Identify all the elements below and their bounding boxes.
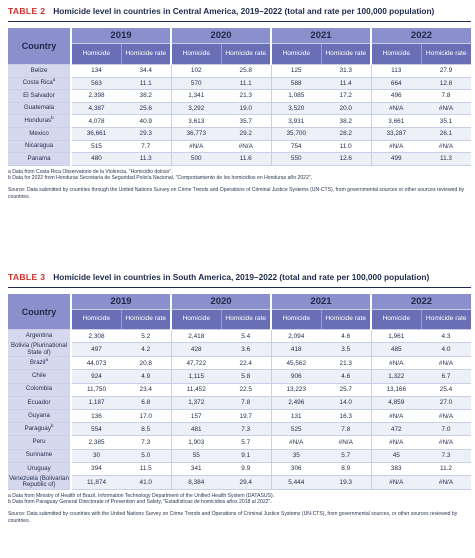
country-cell (8, 383, 71, 396)
homicide-rate-cell: 11.1 (121, 77, 171, 90)
homicide-count-cell: 2,094 (271, 330, 321, 343)
homicide-count-cell: 428 (171, 343, 221, 357)
country-name: Ecuador (27, 398, 51, 406)
year-header-2020: 2020 (171, 294, 271, 310)
homicide-count-cell: #N/A (371, 102, 421, 115)
country-name: Guyana (28, 411, 50, 419)
country-column-header: Country (8, 28, 71, 65)
footnote: b Data from Paraguay General Directorate of Prevention and Safety, "Estadísticas de homicidios años 2018 al 2022". (8, 499, 272, 506)
homicide-count-cell: 8,384 (171, 475, 221, 489)
country-name: Uruguay (27, 464, 51, 472)
country-cell (8, 409, 71, 422)
table-row (8, 475, 471, 489)
homicide-count-cell: 1,961 (371, 330, 421, 343)
homicide-rate-cell: 7.8 (421, 90, 471, 103)
homicide-rate-cell: 4.2 (121, 343, 171, 357)
homicide-rate-cell: #N/A (421, 475, 471, 489)
homicide-count-cell: 136 (71, 409, 121, 422)
homicide-count-cell: 13,166 (371, 383, 421, 396)
homicide-rate-cell: 4.9 (121, 370, 171, 383)
table-row (8, 153, 471, 166)
homicide-rate-cell: 5.4 (221, 330, 271, 343)
homicide-count-cell: 11,452 (171, 383, 221, 396)
table2-block (8, 6, 471, 201)
homicide-count-cell: 306 (271, 462, 321, 475)
homicide-count-header: Homicide (71, 44, 121, 65)
homicide-rate-cell: 20.0 (321, 102, 371, 115)
homicide-count-cell: 4,387 (71, 102, 121, 115)
homicide-count-cell: 341 (171, 462, 221, 475)
homicide-rate-cell: 12.6 (321, 153, 371, 166)
footnote: a Data from Ministry of Health of Brazil, Information Technology Department of the Unified Health System (DATASUS). (8, 492, 275, 499)
homicide-rate-cell: 7.0 (421, 423, 471, 436)
homicide-rate-cell: 19.7 (221, 409, 271, 422)
table2-title: Homicide level in countries in Central America, 2019–2022 (total and rate per 100,000 population) (53, 6, 435, 16)
homicide-count-cell: 906 (271, 370, 321, 383)
homicide-count-cell: 754 (271, 140, 321, 153)
country-name: Honduras (24, 116, 52, 124)
country-cell (8, 343, 71, 357)
homicide-count-cell: 1,372 (171, 396, 221, 409)
homicide-count-cell: 36,661 (71, 127, 121, 140)
homicide-count-cell: 383 (371, 462, 421, 475)
table2-label: TABLE 2 (8, 6, 46, 16)
country-cell (8, 90, 71, 103)
table-row (8, 449, 471, 462)
year-header-2019: 2019 (71, 28, 171, 44)
homicide-count-cell: #N/A (171, 140, 221, 153)
homicide-rate-header: Homicide rate (221, 44, 271, 65)
table-row (8, 90, 471, 103)
homicide-rate-cell: 31.3 (321, 65, 371, 78)
country-name: Costa Rica (22, 79, 53, 87)
homicide-count-cell: 11,874 (71, 475, 121, 489)
homicide-count-cell: 500 (171, 153, 221, 166)
table3-rule (8, 287, 471, 288)
homicide-rate-cell: 35.7 (221, 115, 271, 128)
homicide-count-cell: 131 (271, 409, 321, 422)
homicide-rate-cell: 25.4 (421, 383, 471, 396)
homicide-rate-header: Homicide rate (121, 44, 171, 65)
footnote-marker: b (51, 114, 54, 120)
table-row (8, 343, 471, 357)
homicide-count-cell: 924 (71, 370, 121, 383)
homicide-rate-cell: 17.0 (121, 409, 171, 422)
table3-title: Homicide level in countries in South America, 2019–2022 (total and rate per 100,000 population) (53, 272, 430, 282)
table-row (8, 357, 471, 370)
homicide-rate-cell: 7.7 (121, 140, 171, 153)
homicide-count-cell: 563 (71, 77, 121, 90)
homicide-rate-cell: 11.0 (321, 140, 371, 153)
table3-label: TABLE 3 (8, 272, 46, 282)
homicide-count-cell: 3,292 (171, 102, 221, 115)
homicide-count-cell: 1,322 (371, 370, 421, 383)
country-cell (8, 102, 71, 115)
table-row (8, 65, 471, 78)
homicide-count-cell: 3,661 (371, 115, 421, 128)
homicide-count-header: Homicide (271, 310, 321, 330)
homicide-count-cell: 481 (171, 423, 221, 436)
homicide-rate-cell: 25.8 (221, 65, 271, 78)
homicide-rate-cell: 7.3 (121, 436, 171, 449)
table-row (8, 330, 471, 343)
homicide-rate-cell: 22.4 (221, 357, 271, 370)
footnote: a Data from Costa Rica Observatorio de la Violencia, "Homicidio doloso". (8, 168, 173, 175)
country-name: Chile (31, 372, 47, 380)
homicide-count-cell: 134 (71, 65, 121, 78)
year-header-2022: 2022 (371, 294, 471, 310)
homicide-rate-cell: 5.7 (221, 436, 271, 449)
homicide-count-cell: 2,418 (171, 330, 221, 343)
homicide-rate-cell: 5.0 (121, 449, 171, 462)
homicide-rate-cell: 29.3 (121, 127, 171, 140)
homicide-rate-cell: 3.6 (221, 343, 271, 357)
homicide-count-header: Homicide (171, 44, 221, 65)
homicide-rate-cell: 38.2 (121, 90, 171, 103)
homicide-count-cell: 4,859 (371, 396, 421, 409)
homicide-rate-cell: 4.6 (321, 330, 371, 343)
homicide-count-cell: #N/A (371, 409, 421, 422)
homicide-count-header: Homicide (371, 44, 421, 65)
homicide-count-cell: 35 (271, 449, 321, 462)
country-cell (8, 77, 71, 90)
homicide-count-cell: 485 (371, 343, 421, 357)
homicide-rate-cell: 11.5 (121, 462, 171, 475)
homicide-count-cell: 1,903 (171, 436, 221, 449)
homicide-count-cell: 2,385 (71, 436, 121, 449)
homicide-rate-cell: 4.0 (421, 343, 471, 357)
footnote-marker: a (52, 77, 56, 83)
homicide-rate-cell: 8.9 (321, 462, 371, 475)
footnote-marker: b (50, 422, 54, 428)
homicide-rate-cell: 16.3 (321, 409, 371, 422)
homicide-rate-cell: #N/A (421, 140, 471, 153)
table-row (8, 462, 471, 475)
homicide-count-cell: #N/A (371, 140, 421, 153)
homicide-rate-cell: 9.1 (221, 449, 271, 462)
homicide-rate-cell: 12.8 (421, 77, 471, 90)
country-name: Venezuela (Bolivarian Republic of) (9, 474, 69, 489)
year-header-2021: 2021 (271, 28, 371, 44)
homicide-count-cell: 1,187 (71, 396, 121, 409)
country-cell (8, 65, 71, 78)
country-name: Suriname (25, 451, 53, 459)
table-row (8, 409, 471, 422)
homicide-count-cell: 45 (371, 449, 421, 462)
homicide-count-cell: 1,085 (271, 90, 321, 103)
homicide-count-cell: 1,341 (171, 90, 221, 103)
table3 (8, 294, 471, 490)
homicide-count-cell: 55 (171, 449, 221, 462)
table-row (8, 102, 471, 115)
homicide-count-cell: 472 (371, 423, 421, 436)
homicide-rate-cell: 20.8 (121, 357, 171, 370)
homicide-count-cell: 3,613 (171, 115, 221, 128)
homicide-rate-cell: #N/A (321, 436, 371, 449)
table-row (8, 140, 471, 153)
homicide-count-cell: 418 (271, 343, 321, 357)
homicide-rate-cell: 5.7 (321, 449, 371, 462)
homicide-count-cell: #N/A (271, 436, 321, 449)
year-header-2021: 2021 (271, 294, 371, 310)
country-name: Colombia (25, 385, 53, 393)
country-name: Argentina (25, 331, 53, 339)
homicide-count-cell: 102 (171, 65, 221, 78)
homicide-count-cell: 554 (71, 423, 121, 436)
homicide-count-cell: 570 (171, 77, 221, 90)
homicide-count-cell: #N/A (371, 436, 421, 449)
homicide-rate-cell: #N/A (421, 436, 471, 449)
homicide-rate-cell: 4.3 (421, 330, 471, 343)
homicide-count-cell: 30 (71, 449, 121, 462)
country-name: Brazil (30, 359, 46, 367)
country-name: Paraguay (24, 425, 51, 432)
year-header-2022: 2022 (371, 28, 471, 44)
footnote: b Data for 2022 from Honduras Secretaría de Seguridad Policía Nacional, "Comportamiento de los homicidios en Honduras año 2022". (8, 175, 313, 182)
homicide-rate-cell: 27.9 (421, 65, 471, 78)
homicide-count-cell: 664 (371, 77, 421, 90)
homicide-rate-cell: 7.3 (421, 449, 471, 462)
homicide-count-cell: 11,750 (71, 383, 121, 396)
homicide-count-cell: #N/A (371, 475, 421, 489)
homicide-rate-cell: 5.8 (221, 370, 271, 383)
homicide-count-cell: 525 (271, 423, 321, 436)
country-cell (8, 475, 71, 489)
table3-notes (8, 493, 471, 506)
homicide-rate-cell: 7.8 (321, 423, 371, 436)
homicide-count-cell: 36,773 (171, 127, 221, 140)
homicide-count-cell: 113 (371, 65, 421, 78)
homicide-count-cell: 47,722 (171, 357, 221, 370)
homicide-count-cell: 550 (271, 153, 321, 166)
table3-source: Source: Data submitted by countries with the United Nations Survey on Crime Trends and Operations of Criminal Justice Systems (UN-CTS), from governmental sources, or other sources reviewed by countries. (8, 511, 458, 524)
table-row (8, 77, 471, 90)
country-cell (8, 330, 71, 343)
country-cell (8, 127, 71, 140)
country-cell (8, 140, 71, 153)
table3-caption (8, 272, 471, 284)
homicide-rate-cell: 3.5 (321, 343, 371, 357)
country-cell (8, 396, 71, 409)
homicide-count-cell: 496 (371, 90, 421, 103)
homicide-rate-cell: #N/A (421, 409, 471, 422)
country-cell (8, 436, 71, 449)
homicide-count-cell: 588 (271, 77, 321, 90)
year-header-2019: 2019 (71, 294, 171, 310)
homicide-rate-header: Homicide rate (421, 310, 471, 330)
homicide-rate-cell: 29.4 (221, 475, 271, 489)
homicide-count-cell: 3,931 (271, 115, 321, 128)
homicide-rate-cell: 6.8 (121, 396, 171, 409)
country-name: Bolivia (Plurinational State of) (10, 342, 68, 356)
homicide-count-cell: 13,223 (271, 383, 321, 396)
homicide-rate-cell: 5.2 (121, 330, 171, 343)
homicide-rate-cell: #N/A (221, 140, 271, 153)
homicide-count-cell: 157 (171, 409, 221, 422)
table-row (8, 423, 471, 436)
homicide-count-cell: 4,078 (71, 115, 121, 128)
country-column-header: Country (8, 294, 71, 330)
homicide-rate-cell: 35.1 (421, 115, 471, 128)
homicide-count-header: Homicide (171, 310, 221, 330)
table-row (8, 127, 471, 140)
homicide-rate-cell: 7.8 (221, 396, 271, 409)
homicide-rate-cell: 34.4 (121, 65, 171, 78)
table-row (8, 396, 471, 409)
homicide-rate-cell: 7.3 (221, 423, 271, 436)
homicide-rate-cell: 22.5 (221, 383, 271, 396)
table-row (8, 115, 471, 128)
homicide-rate-cell: 19.0 (221, 102, 271, 115)
table-row (8, 383, 471, 396)
homicide-rate-cell: 25.6 (121, 102, 171, 115)
homicide-count-cell: 394 (71, 462, 121, 475)
table-row (8, 370, 471, 383)
homicide-rate-header: Homicide rate (321, 310, 371, 330)
country-name: Nicaragua (24, 142, 54, 150)
country-cell (8, 449, 71, 462)
homicide-rate-cell: 17.2 (321, 90, 371, 103)
homicide-rate-cell: #N/A (421, 357, 471, 370)
homicide-count-header: Homicide (71, 310, 121, 330)
homicide-rate-cell: 9.9 (221, 462, 271, 475)
homicide-rate-cell: 8.5 (121, 423, 171, 436)
country-cell (8, 462, 71, 475)
homicide-rate-cell: 11.3 (421, 153, 471, 166)
homicide-count-cell: 1,115 (171, 370, 221, 383)
homicide-count-cell: 499 (371, 153, 421, 166)
homicide-rate-cell: #N/A (421, 102, 471, 115)
homicide-rate-header: Homicide rate (121, 310, 171, 330)
homicide-rate-cell: 6.7 (421, 370, 471, 383)
country-name: Peru (32, 438, 46, 446)
homicide-rate-cell: 14.0 (321, 396, 371, 409)
table2-notes (8, 169, 471, 182)
homicide-count-cell: 45,562 (271, 357, 321, 370)
homicide-count-cell: 2,308 (71, 330, 121, 343)
country-cell (8, 357, 71, 370)
homicide-rate-cell: 27.0 (421, 396, 471, 409)
table2-source: Source: Data submitted by countries through the United Nations Survey on Crime Trends and Operations of Criminal Justice Systems (UN-CTS), from governmental sources or other sources reviewed by countries. (8, 186, 465, 200)
homicide-count-cell: 2,398 (71, 90, 121, 103)
table2-caption (8, 6, 471, 18)
country-cell (8, 153, 71, 166)
homicide-count-header: Homicide (371, 310, 421, 330)
homicide-rate-cell: 28.2 (321, 127, 371, 140)
country-cell (8, 423, 71, 436)
homicide-rate-cell: 29.2 (221, 127, 271, 140)
homicide-count-cell: 515 (71, 140, 121, 153)
homicide-count-cell: #N/A (371, 357, 421, 370)
country-cell (8, 370, 71, 383)
homicide-rate-cell: 23.4 (121, 383, 171, 396)
homicide-count-cell: 2,496 (271, 396, 321, 409)
homicide-rate-header: Homicide rate (321, 44, 371, 65)
homicide-rate-cell: 4.6 (321, 370, 371, 383)
table-row (8, 436, 471, 449)
homicide-count-cell: 35,700 (271, 127, 321, 140)
homicide-rate-cell: 11.2 (421, 462, 471, 475)
footnote-marker: a (45, 357, 48, 362)
country-name: El Salvador (23, 91, 55, 99)
homicide-rate-cell: 38.2 (321, 115, 371, 128)
homicide-rate-header: Homicide rate (221, 310, 271, 330)
country-name: Belize (30, 66, 48, 74)
homicide-count-cell: 33,287 (371, 127, 421, 140)
homicide-count-header: Homicide (271, 44, 321, 65)
table2 (8, 28, 471, 166)
homicide-rate-cell: 26.1 (421, 127, 471, 140)
country-name: Mexico (29, 129, 49, 137)
homicide-rate-cell: 11.1 (221, 77, 271, 90)
homicide-count-cell: 44,073 (71, 357, 121, 370)
homicide-count-cell: 480 (71, 153, 121, 166)
homicide-count-cell: 497 (71, 343, 121, 357)
homicide-rate-cell: 19.3 (321, 475, 371, 489)
homicide-rate-cell: 40.9 (121, 115, 171, 128)
homicide-rate-cell: 21.3 (221, 90, 271, 103)
homicide-count-cell: 125 (271, 65, 321, 78)
country-cell (8, 115, 71, 128)
country-name: Panama (27, 154, 51, 162)
table3-block (8, 272, 471, 525)
homicide-rate-header: Homicide rate (421, 44, 471, 65)
homicide-count-cell: 3,520 (271, 102, 321, 115)
homicide-rate-cell: 11.3 (121, 153, 171, 166)
year-header-2020: 2020 (171, 28, 271, 44)
homicide-rate-cell: 11.6 (221, 153, 271, 166)
country-name: Guatemala (23, 104, 55, 112)
table2-rule (8, 21, 471, 22)
homicide-rate-cell: 25.7 (321, 383, 371, 396)
homicide-count-cell: 5,444 (271, 475, 321, 489)
homicide-rate-cell: 11.4 (321, 77, 371, 90)
homicide-rate-cell: 21.3 (321, 357, 371, 370)
homicide-rate-cell: 41.0 (121, 475, 171, 489)
